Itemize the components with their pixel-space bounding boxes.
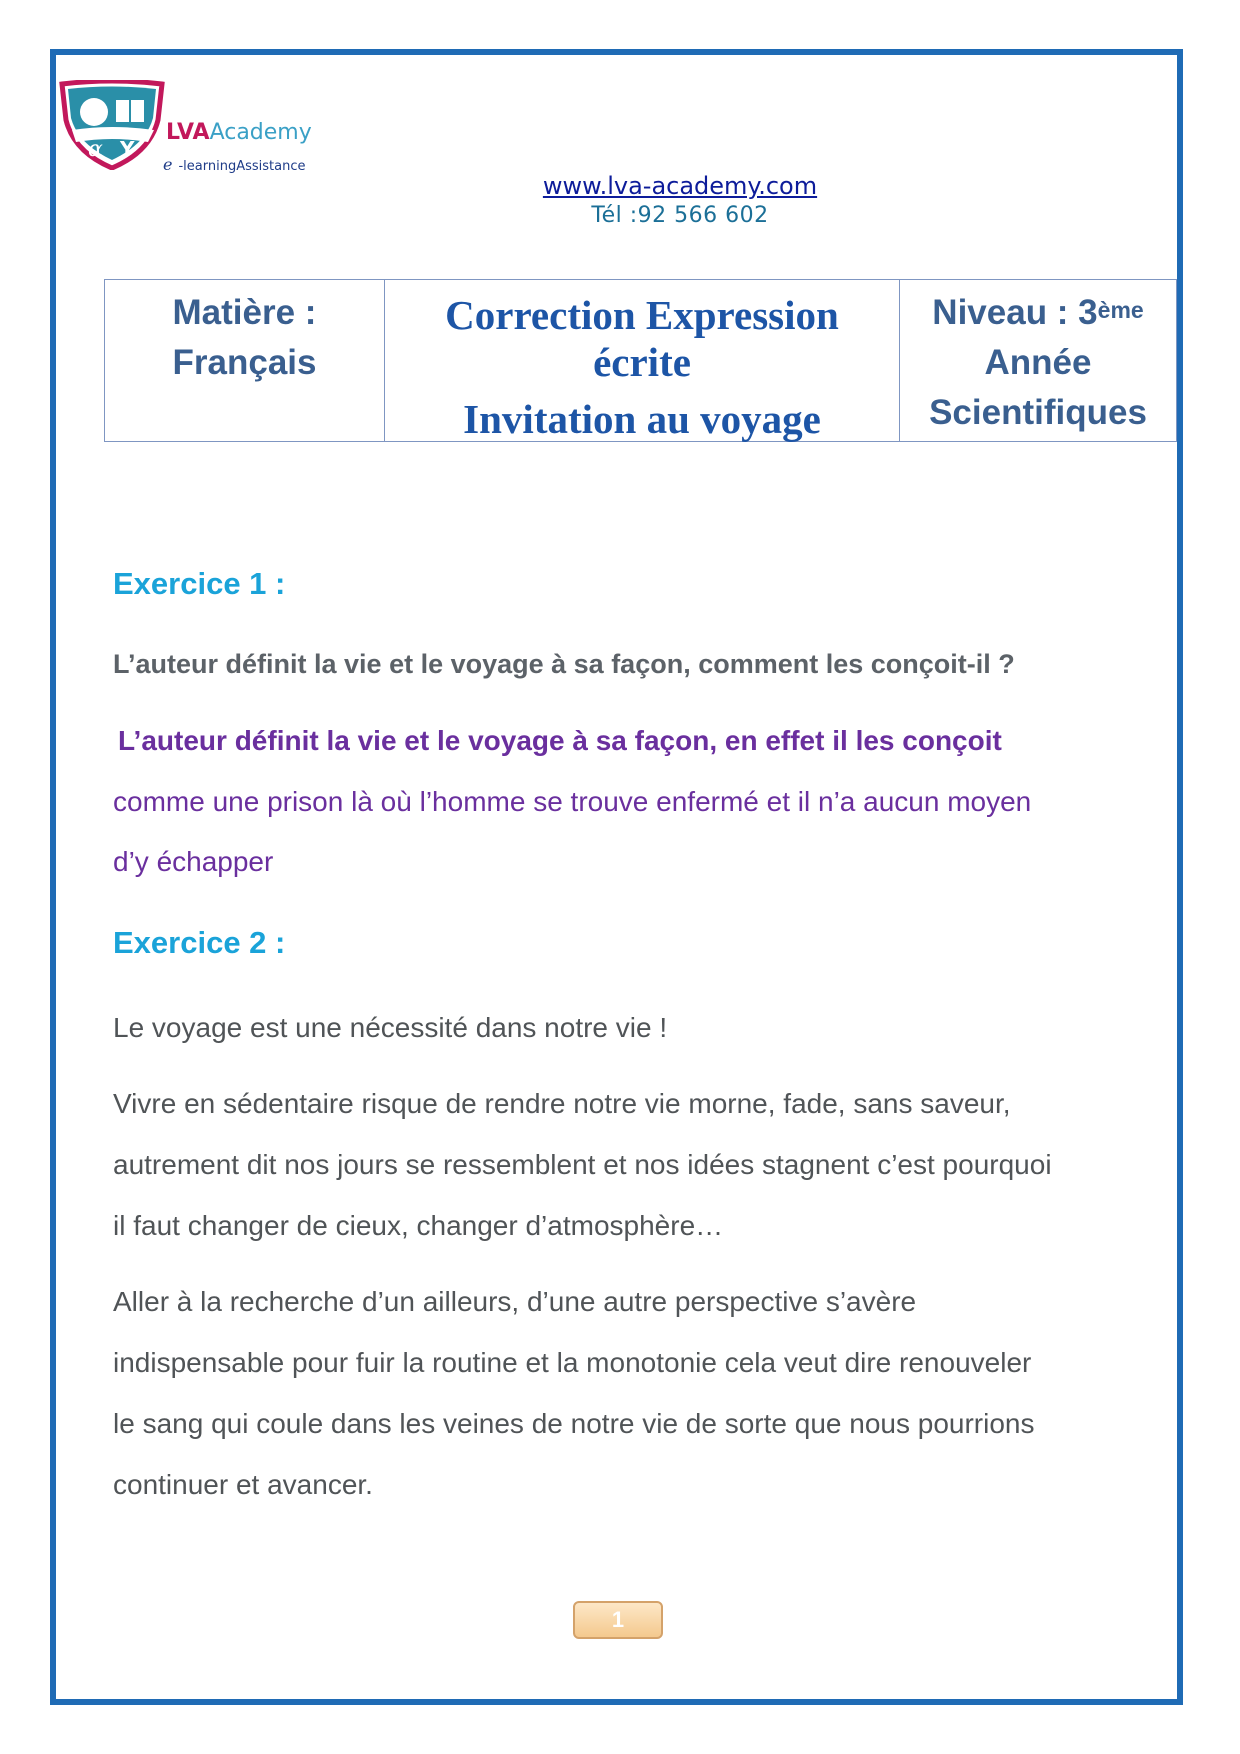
subject-line1: Matière :	[172, 293, 317, 332]
exercise1-heading: Exercice 1 :	[113, 566, 286, 601]
phone-number: Tél :92 566 602	[591, 203, 769, 228]
paragraph3-line4: continuer et avancer.	[113, 1469, 373, 1500]
paragraph2-line2: autrement dit nos jours se ressemblent et nos idées stagnent c’est pourquoi	[113, 1149, 1052, 1180]
tagline-e: e	[163, 155, 173, 174]
exercise2-paragraph2	[113, 1073, 1131, 1256]
exercise1-question: L’auteur définit la vie et le voyage à sa façon, comment les conçoit-il ?	[113, 649, 1015, 679]
title-line2: écrite	[593, 339, 691, 385]
brand-academy: Academy	[209, 120, 312, 145]
paragraph3-line3: le sang qui coule dans les veines de notre vie de sorte que nous pourrions	[113, 1408, 1035, 1439]
brand-lva: LVA	[166, 120, 210, 145]
level-line1	[900, 288, 1176, 338]
svg-text:α: α	[88, 137, 103, 162]
exercise2-paragraph3	[113, 1271, 1131, 1515]
exercise2-paragraph1	[113, 997, 1131, 1058]
svg-text:Y: Y	[120, 137, 135, 161]
paragraph2-line1: Vivre en sédentaire risque de rendre notre vie morne, fade, sans saveur,	[113, 1088, 1011, 1119]
title-cell	[385, 280, 900, 441]
exercise1-answer-line3: d’y échapper	[113, 846, 274, 877]
paragraph3-line1: Aller à la recherche d’un ailleurs, d’une autre perspective s’avère	[113, 1286, 917, 1317]
level-line2: Année	[984, 343, 1092, 382]
level-sup: ème	[1097, 297, 1144, 323]
subject-line2: Français	[172, 343, 317, 382]
level-cell	[900, 280, 1176, 441]
website-link[interactable]: www.lva-academy.com	[542, 172, 818, 200]
paragraph3-line2: indispensable pour fuir la routine et la monotonie cela veut dire renouveler	[113, 1347, 1032, 1378]
title-line3: Invitation au voyage	[463, 396, 821, 442]
paragraph1-line: Le voyage est une nécessité dans notre vie !	[113, 1012, 668, 1043]
lva-shield-logo-icon	[58, 80, 166, 170]
tagline-rest: -learningAssistance	[178, 159, 306, 174]
subject-cell	[105, 280, 385, 441]
exercise1-answer-line2: comme une prison là où l’homme se trouve enfermé et il n’a aucun moyen	[113, 786, 1032, 817]
exercise2-heading: Exercice 2 :	[113, 925, 286, 960]
paragraph2-line3: il faut changer de cieux, changer d’atmosphère…	[113, 1210, 724, 1241]
level-line3: Scientifiques	[929, 393, 1147, 432]
title-table	[104, 279, 1177, 442]
exercise1-answer-line1: L’auteur définit la vie et le voyage à sa façon, en effet il les conçoit	[118, 725, 1002, 756]
title-line1: Correction Expression	[445, 292, 839, 338]
brand-name	[166, 120, 312, 145]
level-prefix: Niveau : 3	[932, 293, 1098, 332]
page-number-badge: 1	[573, 1601, 663, 1639]
